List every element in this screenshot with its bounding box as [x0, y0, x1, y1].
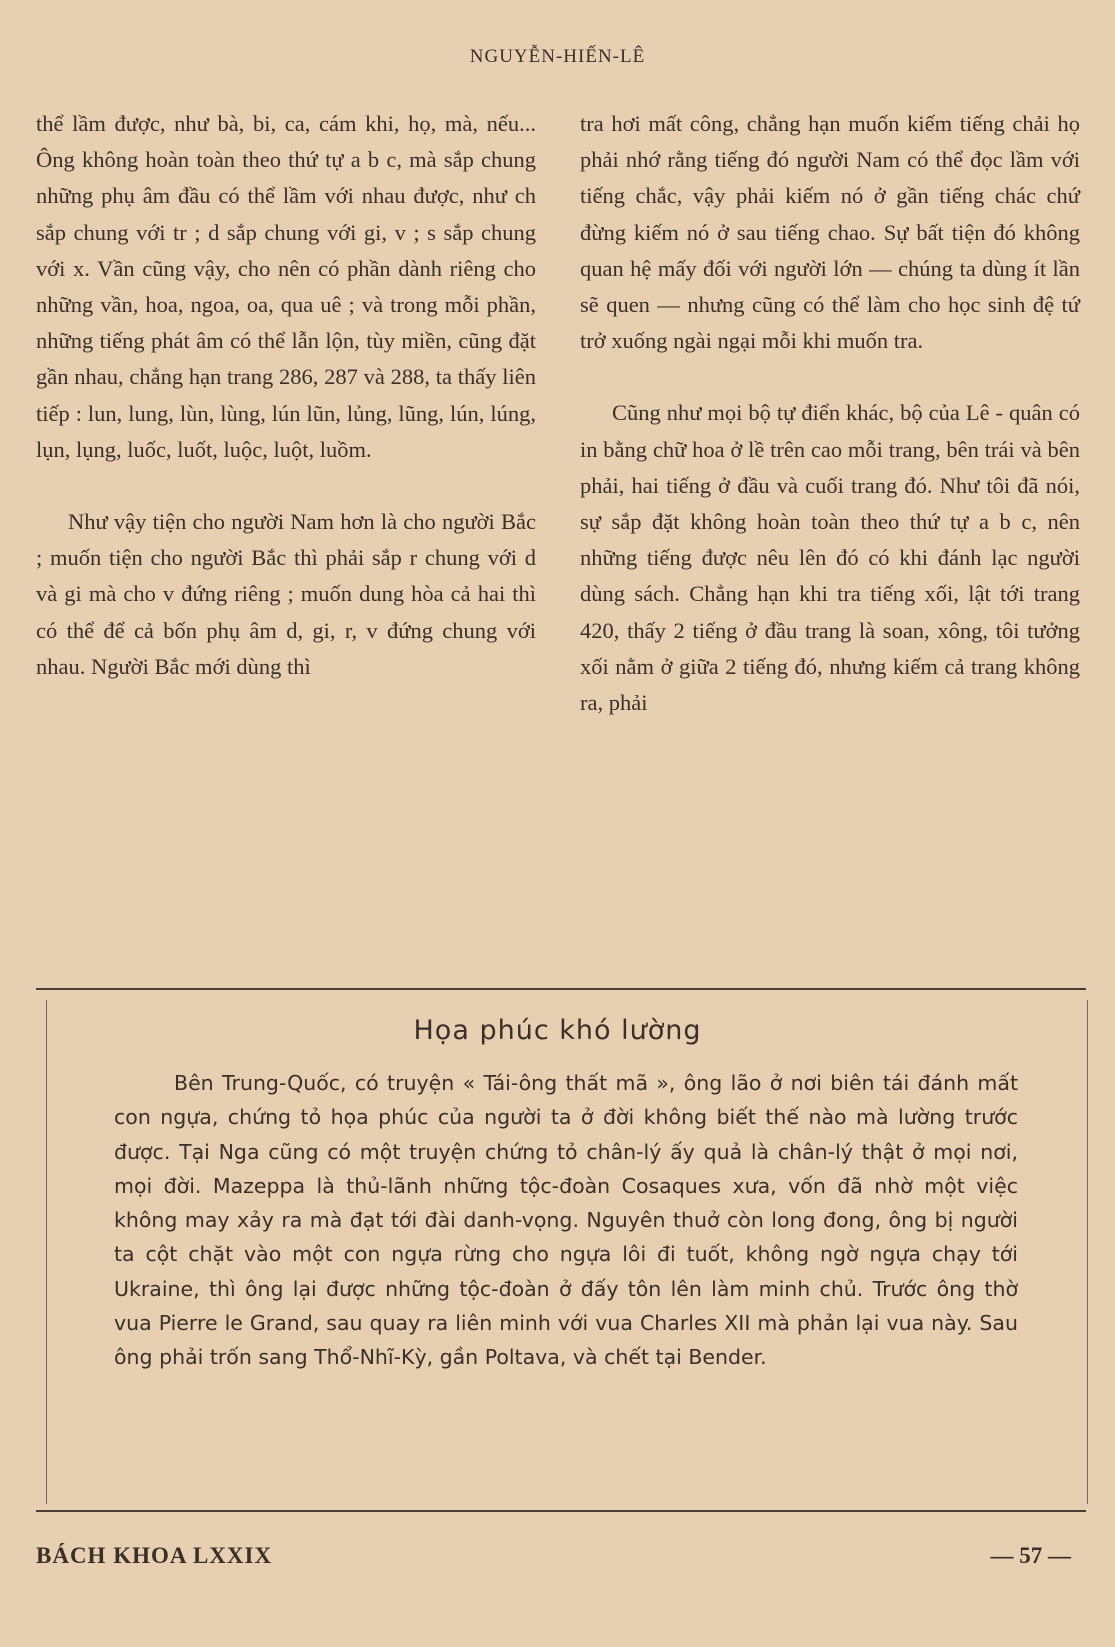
right-column [580, 106, 1080, 721]
left-paragraph-2: Như vậy tiện cho người Nam hơn là cho người Bắc ; muốn tiện cho người Bắc thì phải sắp r chung với d và gi mà cho v đứng riêng ; muốn dung hòa cả hai thì có thể để cả bốn phụ âm d, gi, r, v đứng chung với nhau. Người Bắc mới dùng thì [36, 509, 536, 679]
left-column [36, 106, 536, 685]
right-paragraph-1: tra hơi mất công, chẳng hạn muốn kiếm tiếng chải họ phải nhớ rằng tiếng đó người Nam có thể đọc lầm với tiếng chắc, vậy phải kiếm nó ở gần tiếng chác chứ đừng kiếm nó ở sau tiếng chao. Sự bất tiện đó không quan hệ mấy đối với người lớn — chúng ta dùng ít lần sẽ quen — nhưng cũng có thể làm cho học sinh đệ tứ trở xuống ngài ngại mỗi khi muốn tra. [580, 111, 1080, 354]
running-head: NGUYỄN-HIẾN-LÊ [469, 46, 646, 67]
right-paragraph-2: Cũng như mọi bộ tự điển khác, bộ của Lê - quân có in bằng chữ hoa ở lề trên cao mỗi trang, bên trái và bên phải, hai tiếng ở đầu và cuối trang đó. Như tôi đã nói, sự sắp đặt không hoàn toàn theo thứ tự a b c, nên những tiếng được nêu lên đó có khi đánh lạc người dùng sách. Chẳng hạn khi tra tiếng xối, lật tới trang 420, thấy 2 tiếng ở đầu trang là soan, xông, tôi tưởng xối nằm ở giữa 2 tiếng đó, nhưng kiếm cả trang không ra, phải [580, 400, 1080, 716]
box-text: Bên Trung-Quốc, có truyện « Tái-ông thất mã », ông lão ở nơi biên tái đánh mất con ngựa, chứng tỏ họa phúc của người ta ở đời không biết thế nào mà lường trước được. Tại Nga cũng có một truyện chứng tỏ chân-lý ấy quả là chân-lý thật ở mọi nơi, mọi đời. Mazeppa là thủ-lãnh những tộc-đoàn Cosaques xưa, vốn đã nhờ một việc không may xảy ra mà đạt tới đài danh-vọng. Nguyên thuở còn long đong, ông bị người ta cột chặt vào một con ngựa rừng cho ngựa lôi đi tuốt, không ngờ ngựa chạy tới Ukraine, thì ông lại được những tộc-đoàn ở đấy tôn lên làm minh chủ. Trước ông thờ vua Pierre le Grand, sau quay ra liên minh với vua Charles XII mà phản lại vua này. Sau ông phải trốn sang Thổ-Nhĩ-Kỳ, gần Poltava, và chết tại Bender. [114, 1071, 1018, 1370]
box-title: Họa phúc khó lường [413, 1015, 702, 1046]
left-paragraph-1: thể lầm được, như bà, bi, ca, cám khi, họ, mà, nếu... Ông không hoàn toàn theo thứ tự a b c, mà sắp chung những phụ âm đầu có thể lầm với nhau được, như ch sắp chung với tr ; d sắp chung với gi, v ; s sắp chung với x. Vần cũng vậy, cho nên có phần dành riêng cho những vần, hoa, ngoa, oa, qua uê ; và trong mỗi phần, những tiếng phát âm có thể lẫn lộn, tùy miền, cũng đặt gần nhau, chẳng hạn trang 286, 287 và 288, ta thấy liên tiếp : lun, lung, lùn, lùng, lún lũn, lủng, lũng, lún, lúng, lụn, lụng, luốc, luốt, luộc, luột, luồm. [36, 111, 536, 462]
box-top-rule [36, 988, 1086, 990]
box-bottom-rule [36, 1510, 1086, 1512]
footer-page-number: — 57 — [990, 1543, 1071, 1568]
footer-publication: BÁCH KHOA LXXIX [36, 1543, 273, 1568]
